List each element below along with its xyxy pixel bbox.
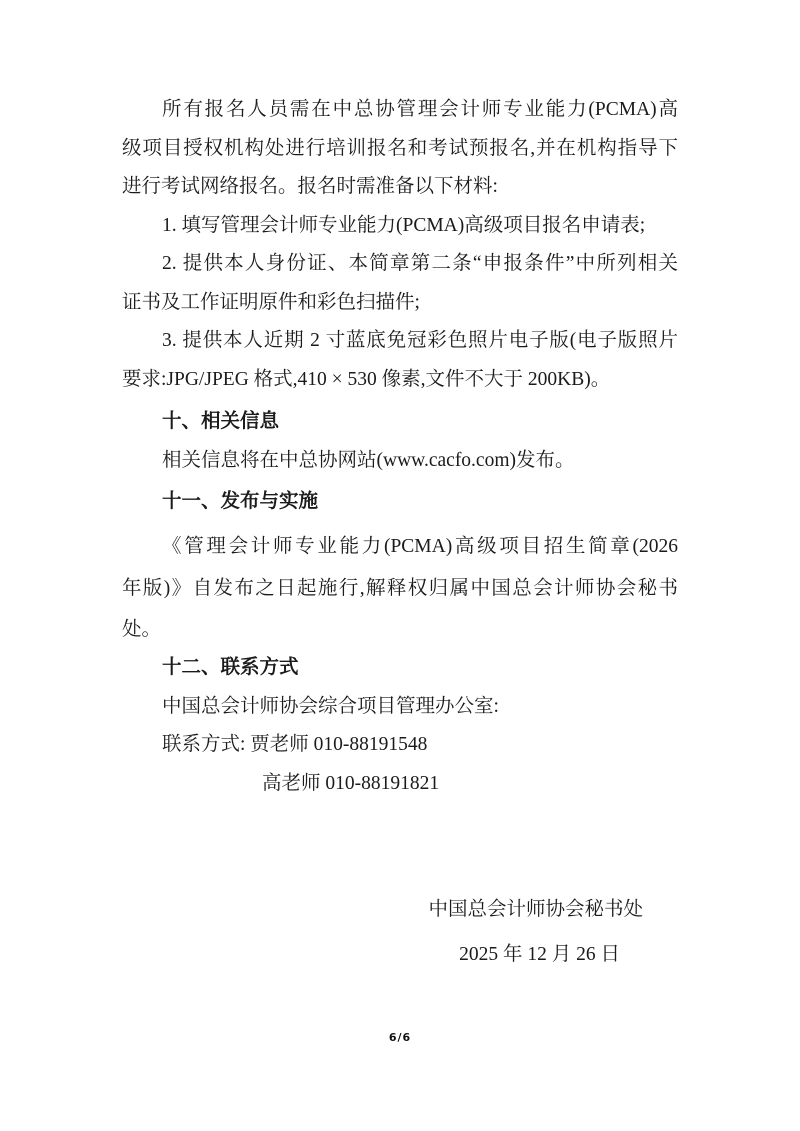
body-line: 所有报名人员需在中总协管理会计师专业能力(PCMA)高 xyxy=(162,99,678,120)
list-item-2: 2. 提供本人身份证、本简章第二条“申报条件”中所列相关 xyxy=(162,253,678,274)
list-item-3: 3. 提供本人近期 2 寸蓝底免冠彩色照片电子版(电子版照片 xyxy=(162,330,678,351)
section-heading-12: 十二、联系方式 xyxy=(162,657,299,678)
document-body xyxy=(122,91,678,974)
list-item-1: 1. 填写管理会计师专业能力(PCMA)高级项目报名申请表; xyxy=(162,214,646,236)
list-item-3-cont: 要求:JPG/JPEG 格式,410 × 530 像素,文件不大于 200KB)。 xyxy=(122,368,611,390)
contact-phone-line-2: 高老师 010-88191821 xyxy=(262,772,440,794)
contact-office-line: 中国总会计师协会综合项目管理办公室: xyxy=(162,695,499,717)
body-line: 进行考试网络报名。报名时需准备以下材料: xyxy=(122,176,498,197)
signature-block xyxy=(122,891,678,974)
list-item-2-cont: 证书及工作证明原件和彩色扫描件; xyxy=(122,291,420,313)
signature-line: 中国总会计师协会秘书处 xyxy=(428,899,643,920)
body-line: 处。 xyxy=(122,618,162,640)
section-heading-10: 十、相关信息 xyxy=(162,411,280,432)
page-number: 6/6 xyxy=(388,1031,412,1044)
date-line: 2025 年 12 月 26 日 xyxy=(459,943,620,965)
section-heading-11: 十一、发布与实施 xyxy=(162,491,319,512)
body-line: 级项目授权机构处进行培训报名和考试预报名,并在机构指导下 xyxy=(122,137,678,159)
body-line: 相关信息将在中总协网站(www.cacfo.com)发布。 xyxy=(162,449,575,471)
body-line: 年版)》自发布之日起施行,解释权归属中国总会计师协会秘书 xyxy=(122,578,678,599)
body-line: 《管理会计师专业能力(PCMA)高级项目招生简章(2026 xyxy=(162,535,678,557)
contact-phone-line-1: 联系方式: 贾老师 010-88191548 xyxy=(162,734,428,755)
